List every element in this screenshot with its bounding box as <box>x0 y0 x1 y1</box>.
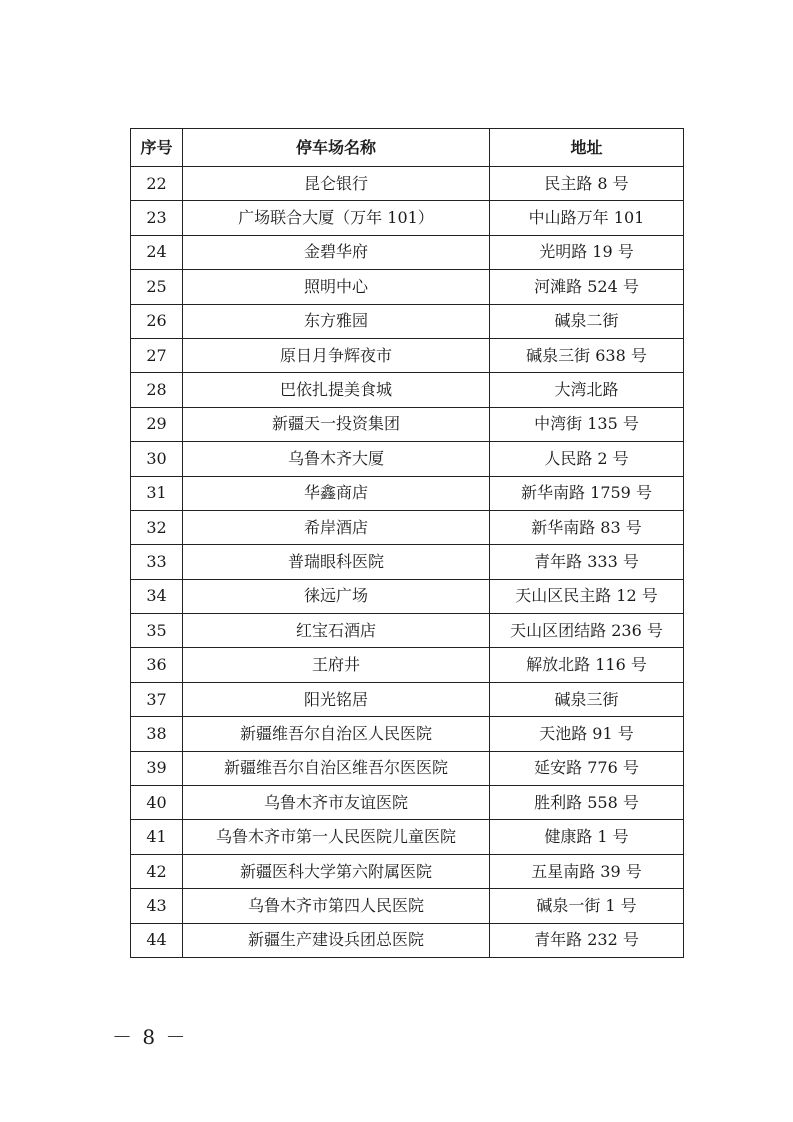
cell-seq: 30 <box>131 442 183 476</box>
cell-seq: 27 <box>131 338 183 372</box>
cell-address: 中山路万年 101 <box>490 201 684 235</box>
cell-parking-name: 阳光铭居 <box>183 682 490 716</box>
cell-parking-name: 徕远广场 <box>183 579 490 613</box>
table-row <box>131 235 684 269</box>
cell-parking-name: 新疆生产建设兵团总医院 <box>183 923 490 957</box>
table-row <box>131 476 684 510</box>
cell-address: 碱泉三街 638 号 <box>490 338 684 372</box>
table-row <box>131 167 684 201</box>
cell-seq: 42 <box>131 854 183 888</box>
cell-address: 天山区民主路 12 号 <box>490 579 684 613</box>
table-row <box>131 682 684 716</box>
cell-address: 碱泉二街 <box>490 304 684 338</box>
cell-seq: 35 <box>131 614 183 648</box>
cell-address: 中湾街 135 号 <box>490 407 684 441</box>
table-row <box>131 786 684 820</box>
cell-parking-name: 新疆维吾尔自治区维吾尔医医院 <box>183 751 490 785</box>
cell-seq: 26 <box>131 304 183 338</box>
cell-seq: 31 <box>131 476 183 510</box>
cell-address: 人民路 2 号 <box>490 442 684 476</box>
cell-parking-name: 王府井 <box>183 648 490 682</box>
cell-parking-name: 原日月争辉夜市 <box>183 338 490 372</box>
page-number: － 8 － <box>112 1025 188 1049</box>
cell-parking-name: 金碧华府 <box>183 235 490 269</box>
table-row <box>131 717 684 751</box>
cell-parking-name: 巴依扎提美食城 <box>183 373 490 407</box>
cell-seq: 44 <box>131 923 183 957</box>
cell-address: 青年路 232 号 <box>490 923 684 957</box>
cell-address: 碱泉三街 <box>490 682 684 716</box>
cell-seq: 37 <box>131 682 183 716</box>
cell-parking-name: 乌鲁木齐大厦 <box>183 442 490 476</box>
cell-address: 解放北路 116 号 <box>490 648 684 682</box>
cell-address: 青年路 333 号 <box>490 545 684 579</box>
table-row <box>131 338 684 372</box>
cell-seq: 29 <box>131 407 183 441</box>
table-row <box>131 545 684 579</box>
cell-seq: 43 <box>131 889 183 923</box>
cell-address: 碱泉一街 1 号 <box>490 889 684 923</box>
header-name: 停车场名称 <box>183 129 490 167</box>
cell-address: 五星南路 39 号 <box>490 854 684 888</box>
table-row <box>131 442 684 476</box>
parking-lot-table <box>130 128 684 958</box>
table-row <box>131 579 684 613</box>
cell-parking-name: 乌鲁木齐市第四人民医院 <box>183 889 490 923</box>
table-row <box>131 648 684 682</box>
header-address: 地址 <box>490 129 684 167</box>
cell-address: 健康路 1 号 <box>490 820 684 854</box>
table-body <box>131 167 684 958</box>
header-seq: 序号 <box>131 129 183 167</box>
cell-parking-name: 新疆医科大学第六附属医院 <box>183 854 490 888</box>
cell-seq: 22 <box>131 167 183 201</box>
table-row <box>131 510 684 544</box>
cell-parking-name: 东方雅园 <box>183 304 490 338</box>
cell-seq: 34 <box>131 579 183 613</box>
cell-seq: 38 <box>131 717 183 751</box>
cell-address: 河滩路 524 号 <box>490 270 684 304</box>
cell-address: 天池路 91 号 <box>490 717 684 751</box>
table-row <box>131 751 684 785</box>
cell-seq: 32 <box>131 510 183 544</box>
cell-seq: 23 <box>131 201 183 235</box>
cell-parking-name: 希岸酒店 <box>183 510 490 544</box>
table-row <box>131 923 684 957</box>
cell-address: 光明路 19 号 <box>490 235 684 269</box>
cell-address: 民主路 8 号 <box>490 167 684 201</box>
table-row <box>131 373 684 407</box>
cell-parking-name: 昆仑银行 <box>183 167 490 201</box>
table-header-row <box>131 129 684 167</box>
cell-parking-name: 普瑞眼科医院 <box>183 545 490 579</box>
cell-seq: 41 <box>131 820 183 854</box>
cell-address: 新华南路 83 号 <box>490 510 684 544</box>
cell-parking-name: 新疆维吾尔自治区人民医院 <box>183 717 490 751</box>
table-row <box>131 270 684 304</box>
table-row <box>131 614 684 648</box>
cell-address: 延安路 776 号 <box>490 751 684 785</box>
table-row <box>131 304 684 338</box>
cell-seq: 28 <box>131 373 183 407</box>
table-row <box>131 201 684 235</box>
cell-parking-name: 乌鲁木齐市友谊医院 <box>183 786 490 820</box>
table-row <box>131 407 684 441</box>
cell-address: 胜利路 558 号 <box>490 786 684 820</box>
cell-seq: 36 <box>131 648 183 682</box>
cell-address: 新华南路 1759 号 <box>490 476 684 510</box>
cell-seq: 24 <box>131 235 183 269</box>
cell-address: 大湾北路 <box>490 373 684 407</box>
table-row <box>131 854 684 888</box>
cell-address: 天山区团结路 236 号 <box>490 614 684 648</box>
table-row <box>131 889 684 923</box>
cell-parking-name: 广场联合大厦（万年 101） <box>183 201 490 235</box>
cell-seq: 25 <box>131 270 183 304</box>
cell-parking-name: 华鑫商店 <box>183 476 490 510</box>
cell-seq: 33 <box>131 545 183 579</box>
cell-parking-name: 新疆天一投资集团 <box>183 407 490 441</box>
cell-parking-name: 乌鲁木齐市第一人民医院儿童医院 <box>183 820 490 854</box>
cell-seq: 40 <box>131 786 183 820</box>
cell-parking-name: 照明中心 <box>183 270 490 304</box>
cell-seq: 39 <box>131 751 183 785</box>
table-row <box>131 820 684 854</box>
cell-parking-name: 红宝石酒店 <box>183 614 490 648</box>
